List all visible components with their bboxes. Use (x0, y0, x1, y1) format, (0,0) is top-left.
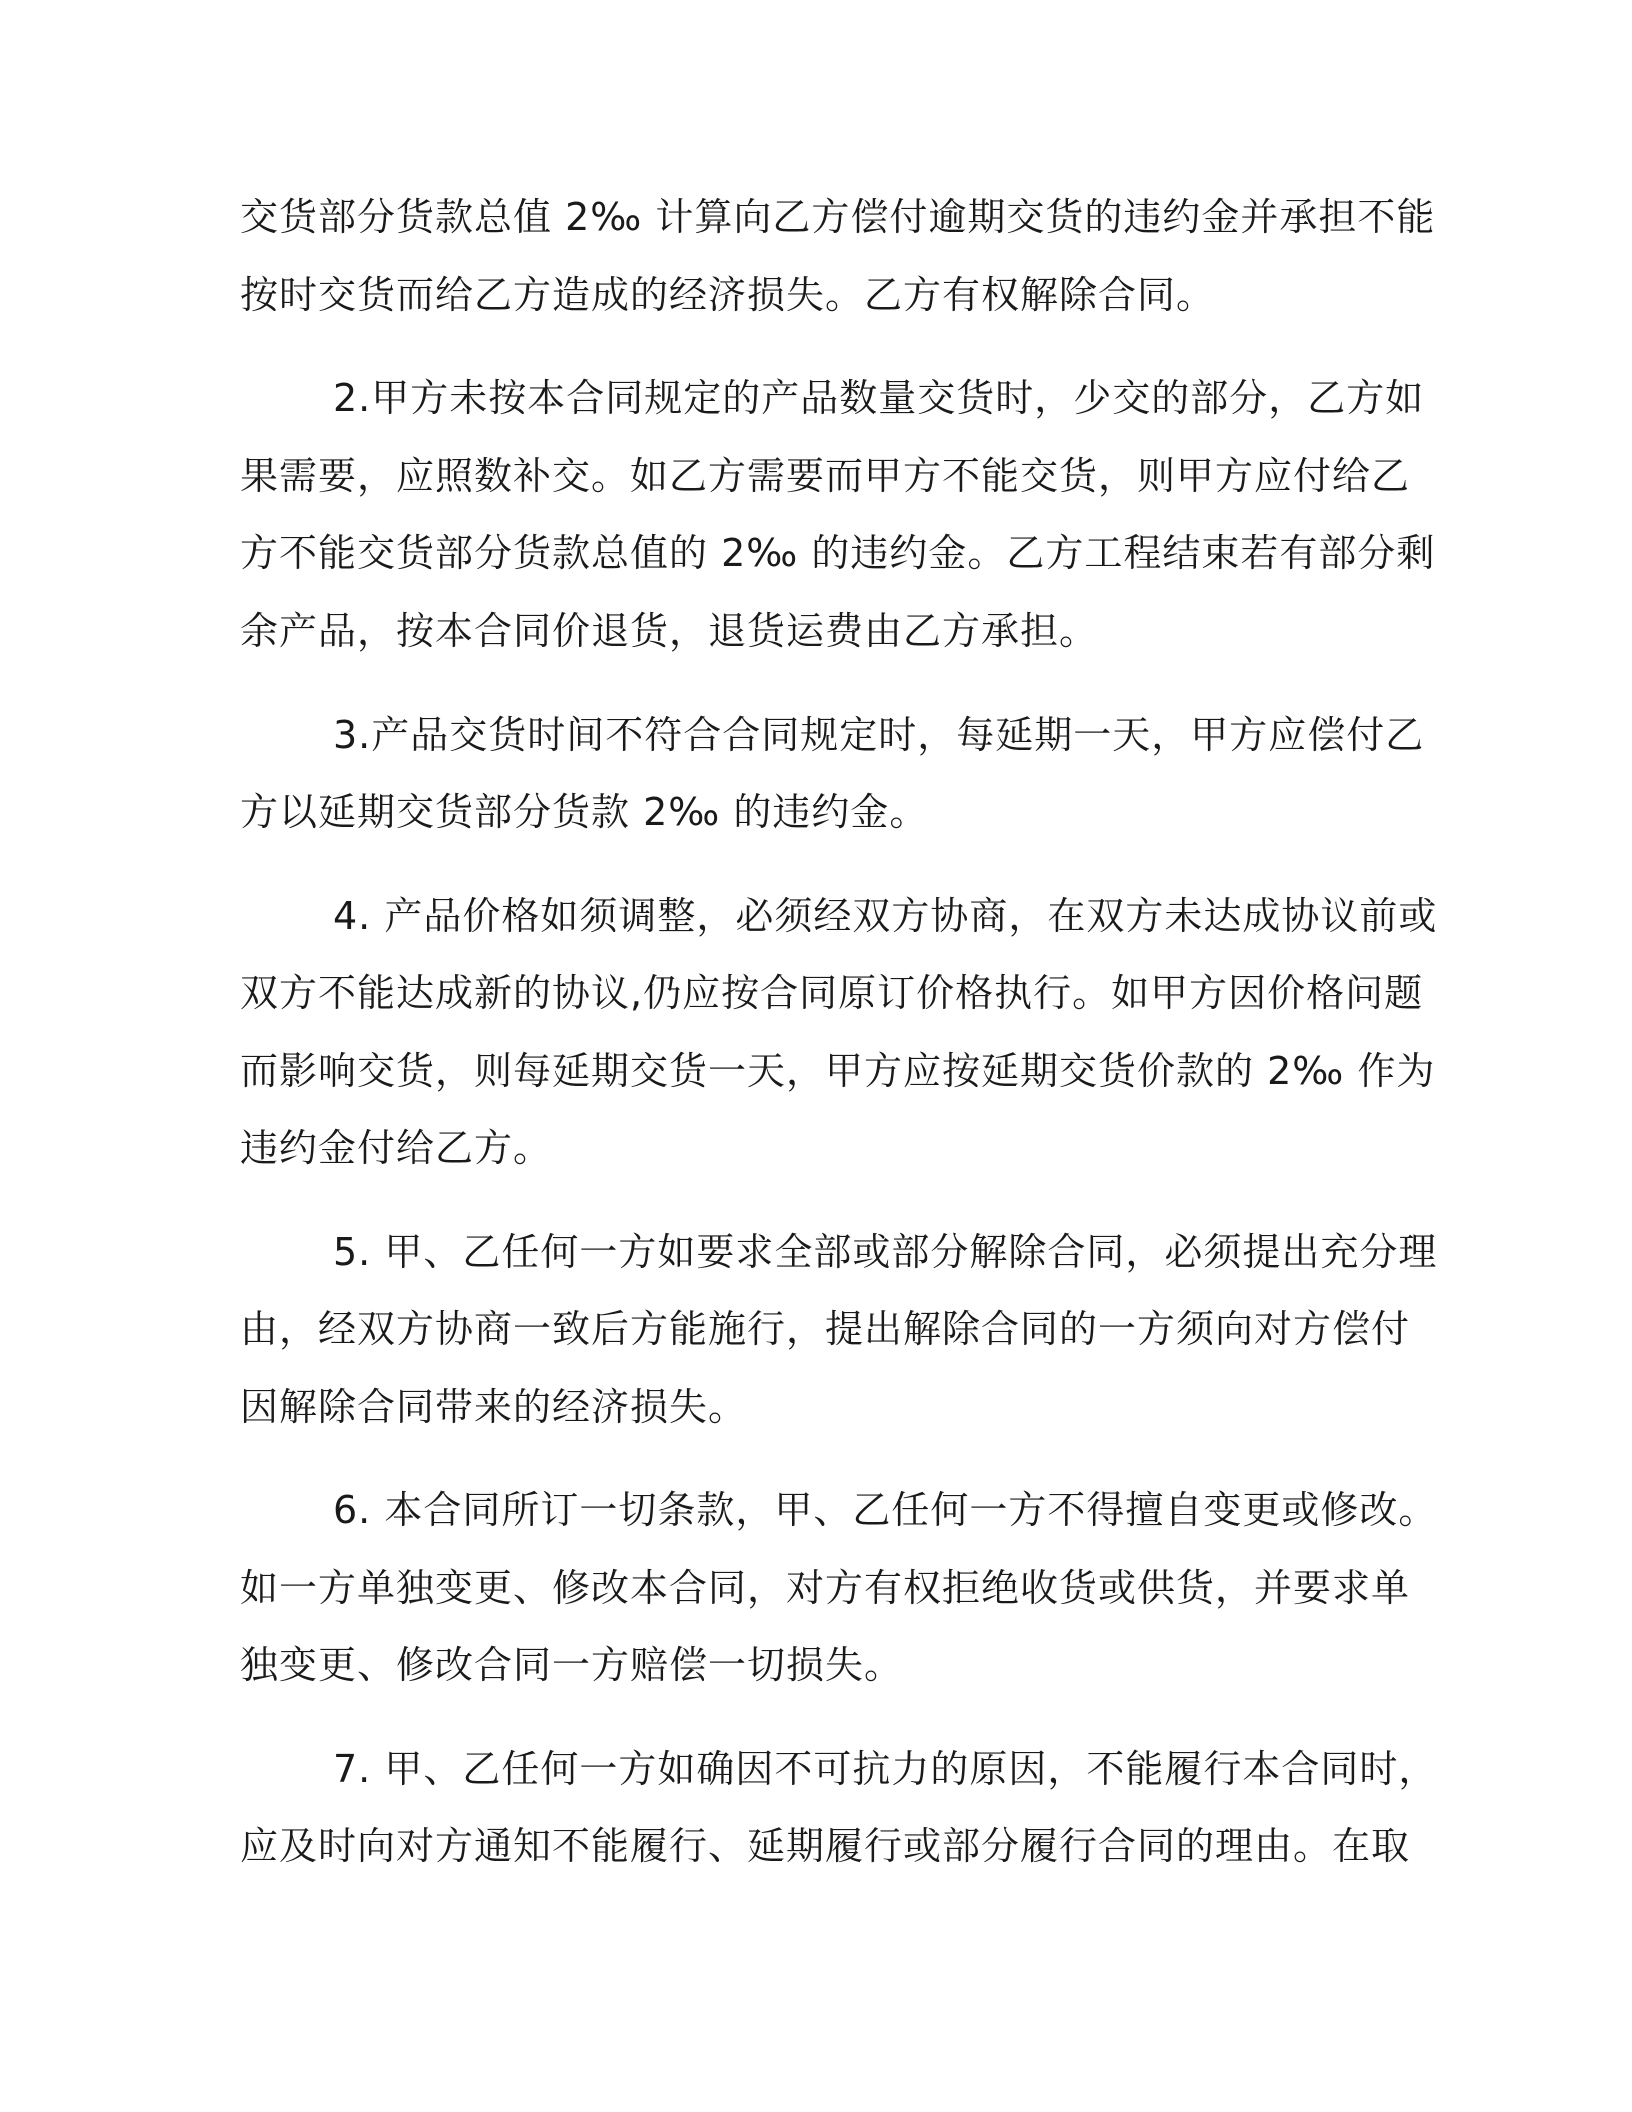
text-line: 独变更、修改合同一方赔偿一切损失。 (240, 1643, 904, 1687)
text-line: 方不能交货部分货款总值的 2‰ 的违约金。乙方工程结束若有部分剩 (240, 531, 1436, 575)
text-line: 6. 本合同所订一切条款，甲、乙任何一方不得擅自变更或修改。 (333, 1488, 1438, 1532)
text-line: 3.产品交货时间不符合合同规定时，每延期一天，甲方应偿付乙 (333, 713, 1425, 757)
text-line: 2.甲方未按本合同规定的产品数量交货时，少交的部分，乙方如 (333, 376, 1425, 420)
text-line: 4. 产品价格如须调整，必须经双方协商，在双方未达成协议前或 (333, 894, 1438, 938)
text-line: 应及时向对方通知不能履行、延期履行或部分履行合同的理由。在取 (240, 1824, 1411, 1868)
text-line: 果需要，应照数补交。如乙方需要而甲方不能交货，则甲方应付给乙 (240, 454, 1411, 498)
text-line: 按时交货而给乙方造成的经济损失。乙方有权解除合同。 (240, 273, 1216, 317)
text-line: 7. 甲、乙任何一方如确因不可抗力的原因，不能履行本合同时， (333, 1747, 1438, 1791)
text-line: 因解除合同带来的经济损失。 (240, 1385, 748, 1429)
text-line: 双方不能达成新的协议,仍应按合同原订价格执行。如甲方因价格问题 (240, 971, 1424, 1015)
text-line: 由，经双方协商一致后方能施行，提出解除合同的一方须向对方偿付 (240, 1307, 1411, 1351)
text-line: 违约金付给乙方。 (240, 1126, 553, 1170)
text-line: 方以延期交货部分货款 2‰ 的违约金。 (240, 790, 929, 834)
text-line: 5. 甲、乙任何一方如要求全部或部分解除合同，必须提出充分理 (333, 1230, 1438, 1274)
text-line: 如一方单独变更、修改本合同，对方有权拒绝收货或供货，并要求单 (240, 1566, 1411, 1610)
text-line: 余产品，按本合同价退货，退货运费由乙方承担。 (240, 609, 1099, 653)
text-line: 而影响交货，则每延期交货一天，甲方应按延期交货价款的 2‰ 作为 (240, 1049, 1436, 1093)
text-line: 交货部分货款总值 2‰ 计算向乙方偿付逾期交货的违约金并承担不能 (240, 195, 1436, 239)
